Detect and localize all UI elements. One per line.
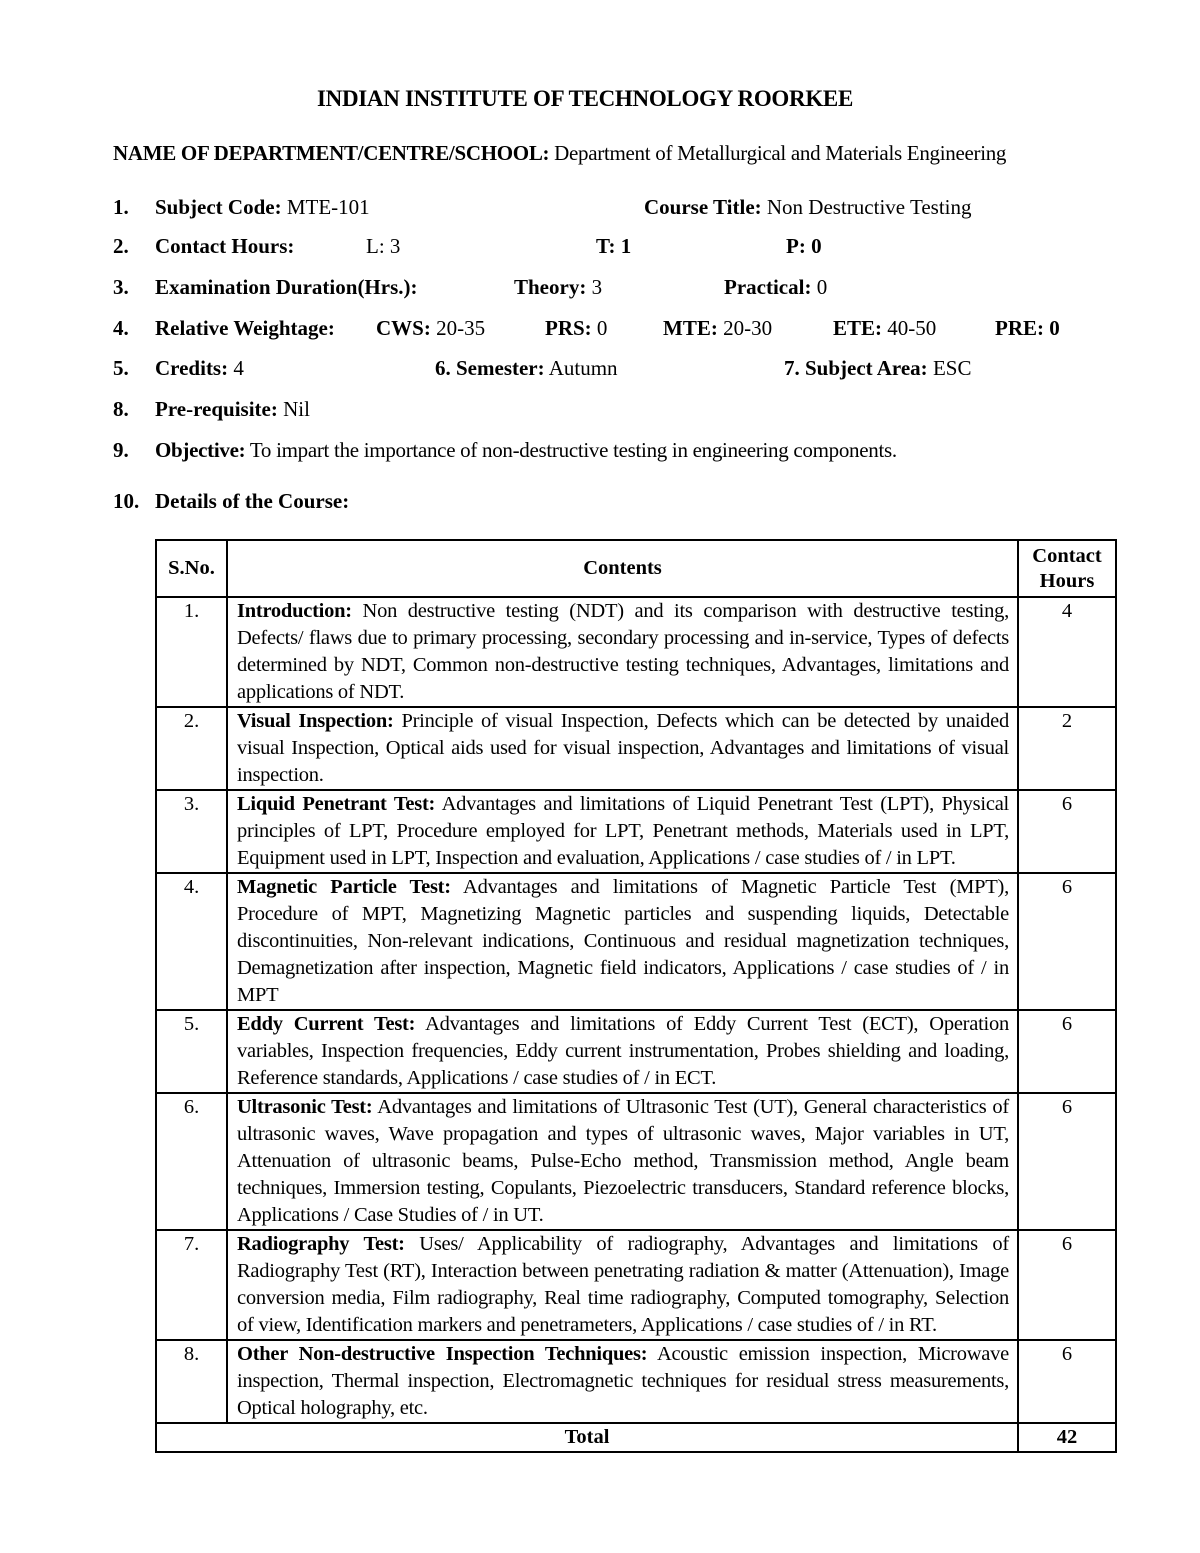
prerequisite-label: Pre-requisite:	[155, 397, 278, 421]
department-label: NAME OF DEPARTMENT/CENTRE/SCHOOL:	[113, 141, 550, 165]
row-sno: 4.	[156, 873, 227, 1010]
row-sno: 8.	[156, 1340, 227, 1423]
topic-title: Eddy Current Test:	[237, 1013, 416, 1035]
subject-area-value: ESC	[927, 356, 972, 380]
total-hours: 42	[1018, 1423, 1116, 1452]
item-number: 4.	[113, 316, 129, 340]
contact-hours-header-line2: Hours	[1039, 569, 1095, 592]
table-row	[156, 1340, 1116, 1423]
credits-value: 4	[228, 356, 244, 380]
practical-duration	[724, 273, 827, 301]
theory-label: Theory:	[514, 275, 587, 299]
credits	[155, 354, 244, 382]
contact-hours-label: Contact Hours:	[155, 234, 295, 258]
table-row	[156, 707, 1116, 790]
total-row	[156, 1423, 1116, 1452]
row-hours: 6	[1018, 873, 1116, 1010]
lecture-hours: L: 3	[366, 234, 401, 258]
topic-text: Acoustic emission inspection, Microwave inspection, Thermal inspection, Electromagnetic techniques for residual stress measurements, Optical holography, etc.	[237, 1343, 1009, 1419]
theory-value: 3	[586, 275, 603, 299]
subject-area-label: 7. Subject Area:	[784, 356, 928, 380]
topic-text: Uses/ Applicability of radiography, Advantages and limitations of Radiography Test (RT), Interaction between penetrating radiation & matter (Attenuation), Image conversion media, Film radiography, Real time radiography, Computed tomography, Selection of view, Identification markers and penetrameters, Applications / case studies of / in RT.	[237, 1233, 1009, 1336]
row-contents	[227, 1230, 1018, 1340]
row-contents	[227, 1010, 1018, 1093]
subject-code-label: Subject Code:	[155, 195, 282, 219]
contact-hours-header-line1: Contact	[1032, 544, 1102, 567]
row-sno: 1.	[156, 597, 227, 707]
prs-weight	[545, 314, 607, 342]
row-contents	[227, 597, 1018, 707]
semester	[435, 354, 618, 382]
row-hours: 2	[1018, 707, 1116, 790]
topic-text: Non destructive testing (NDT) and its comparison with destructive testing, Defects/ flaws due to primary processing, secondary processing and in-service, Types of defects determined by NDT, Common non-destructive testing techniques, Advantages, limitations and applications of NDT.	[237, 600, 1009, 703]
row-hours: 6	[1018, 1340, 1116, 1423]
table-header-row	[156, 540, 1116, 597]
weightage-label: Relative Weightage:	[155, 316, 335, 340]
theory-duration	[514, 273, 602, 301]
course-title-value: Non Destructive Testing	[761, 195, 972, 219]
institute-title: INDIAN INSTITUTE OF TECHNOLOGY ROORKEE	[316, 86, 854, 111]
item-number: 1.	[113, 195, 129, 219]
department-value: Department of Metallurgical and Materials Engineering	[549, 141, 1007, 165]
topic-title: Liquid Penetrant Test:	[237, 793, 436, 815]
row-sno: 3.	[156, 790, 227, 873]
subject-code-value: MTE-101	[281, 195, 370, 219]
ete-label: ETE:	[833, 316, 883, 340]
row-hours: 6	[1018, 1230, 1116, 1340]
row-contents	[227, 1093, 1018, 1230]
practical-hours: P: 0	[786, 234, 822, 258]
objective-label: Objective:	[155, 438, 246, 462]
topic-text: Advantages and limitations of Magnetic Particle Test (MPT), Procedure of MPT, Magnetizing Magnetic particles and suspending liquids, Detectable discontinuities, Non-relevant indications, Continuous and residual magnetization techniques, Demagnetization after inspection, Magnetic field indicators, Applications / case studies of / in MPT	[237, 876, 1009, 1006]
row-sno: 7.	[156, 1230, 227, 1340]
semester-value: Autumn	[544, 356, 618, 380]
topic-title: Magnetic Particle Test:	[237, 876, 451, 898]
table-row	[156, 1230, 1116, 1340]
objective	[155, 436, 897, 464]
mte-weight	[663, 314, 772, 342]
row-contents	[227, 707, 1018, 790]
table-row	[156, 1010, 1116, 1093]
topic-title: Radiography Test:	[237, 1233, 405, 1255]
table-row	[156, 1093, 1116, 1230]
row-contents	[227, 873, 1018, 1010]
item-number: 3.	[113, 275, 129, 299]
subject-code	[155, 193, 370, 221]
course-details-label: Details of the Course:	[155, 489, 350, 513]
contents-header: Contents	[227, 540, 1018, 597]
mte-label: MTE:	[663, 316, 718, 340]
item-number: 5.	[113, 356, 129, 380]
credits-label: Credits:	[155, 356, 229, 380]
course-title-label: Course Title:	[644, 195, 762, 219]
row-sno: 5.	[156, 1010, 227, 1093]
prs-label: PRS:	[545, 316, 592, 340]
pre-label: PRE:	[995, 316, 1044, 340]
item-number: 2.	[113, 234, 129, 258]
row-sno: 2.	[156, 707, 227, 790]
item-number: 8.	[113, 397, 129, 421]
table-row	[156, 873, 1116, 1010]
topic-title: Visual Inspection:	[237, 710, 394, 732]
row-hours: 4	[1018, 597, 1116, 707]
tutorial-hours: T: 1	[596, 234, 632, 258]
cws-label: CWS:	[376, 316, 431, 340]
ete-value: 40-50	[882, 316, 937, 340]
course-contents-table	[155, 539, 1117, 1453]
row-hours: 6	[1018, 790, 1116, 873]
table-row	[156, 597, 1116, 707]
topic-text: Advantages and limitations of Liquid Penetrant Test (LPT), Physical principles of LPT, Procedure employed for LPT, Penetrant methods, Materials used in LPT, Equipment used in LPT, Inspection and evaluation, Applications / case studies of / in LPT.	[237, 793, 1009, 869]
topic-text: Advantages and limitations of Eddy Current Test (ECT), Operation variables, Inspection frequencies, Eddy current instrumentation, Probes shielding and loading, Reference standards, Applications / case studies of / in ECT.	[237, 1013, 1009, 1089]
practical-value: 0	[811, 275, 828, 299]
item-number: 9.	[113, 438, 129, 462]
topic-text: Advantages and limitations of Ultrasonic Test (UT), General characteristics of ultrasonic waves, Wave propagation and types of ultrasonic waves, Major variables in UT, Attenuation of ultrasonic beams, Pulse-Echo method, Transmission method, Angle beam techniques, Immersion testing, Copulants, Piezoelectric transducers, Standard reference blocks, Applications / Case Studies of / in UT.	[237, 1096, 1009, 1226]
row-contents	[227, 790, 1018, 873]
row-sno: 6.	[156, 1093, 227, 1230]
course-title	[644, 193, 972, 221]
item-number: 10.	[113, 489, 140, 513]
topic-title: Other Non-destructive Inspection Techniques:	[237, 1343, 648, 1365]
sno-header: S.No.	[156, 540, 227, 597]
topic-title: Introduction:	[237, 600, 352, 622]
objective-value: To impart the importance of non-destructive testing in engineering components.	[245, 438, 897, 462]
topic-text: Principle of visual Inspection, Defects which can be detected by unaided visual Inspection, Optical aids used for visual inspection, Advantages and limitations of visual inspection.	[237, 710, 1009, 786]
cws-weight	[376, 314, 485, 342]
table-row	[156, 790, 1116, 873]
contact-hours-header	[1018, 540, 1116, 597]
ete-weight	[833, 314, 936, 342]
department-line	[113, 141, 1006, 166]
cws-value: 20-35	[430, 316, 486, 340]
topic-title: Ultrasonic Test:	[237, 1096, 373, 1118]
mte-value: 20-30	[717, 316, 773, 340]
exam-duration-label: Examination Duration(Hrs.):	[155, 275, 418, 299]
pre-weight	[995, 314, 1060, 342]
row-hours: 6	[1018, 1093, 1116, 1230]
prs-value: 0	[591, 316, 608, 340]
prerequisite-value: Nil	[277, 397, 310, 421]
subject-area	[784, 354, 971, 382]
total-label: Total	[156, 1423, 1018, 1452]
semester-label: 6. Semester:	[435, 356, 545, 380]
practical-label: Practical:	[724, 275, 812, 299]
row-hours: 6	[1018, 1010, 1116, 1093]
prerequisite	[155, 395, 310, 423]
pre-value: 0	[1044, 316, 1060, 340]
row-contents	[227, 1340, 1018, 1423]
